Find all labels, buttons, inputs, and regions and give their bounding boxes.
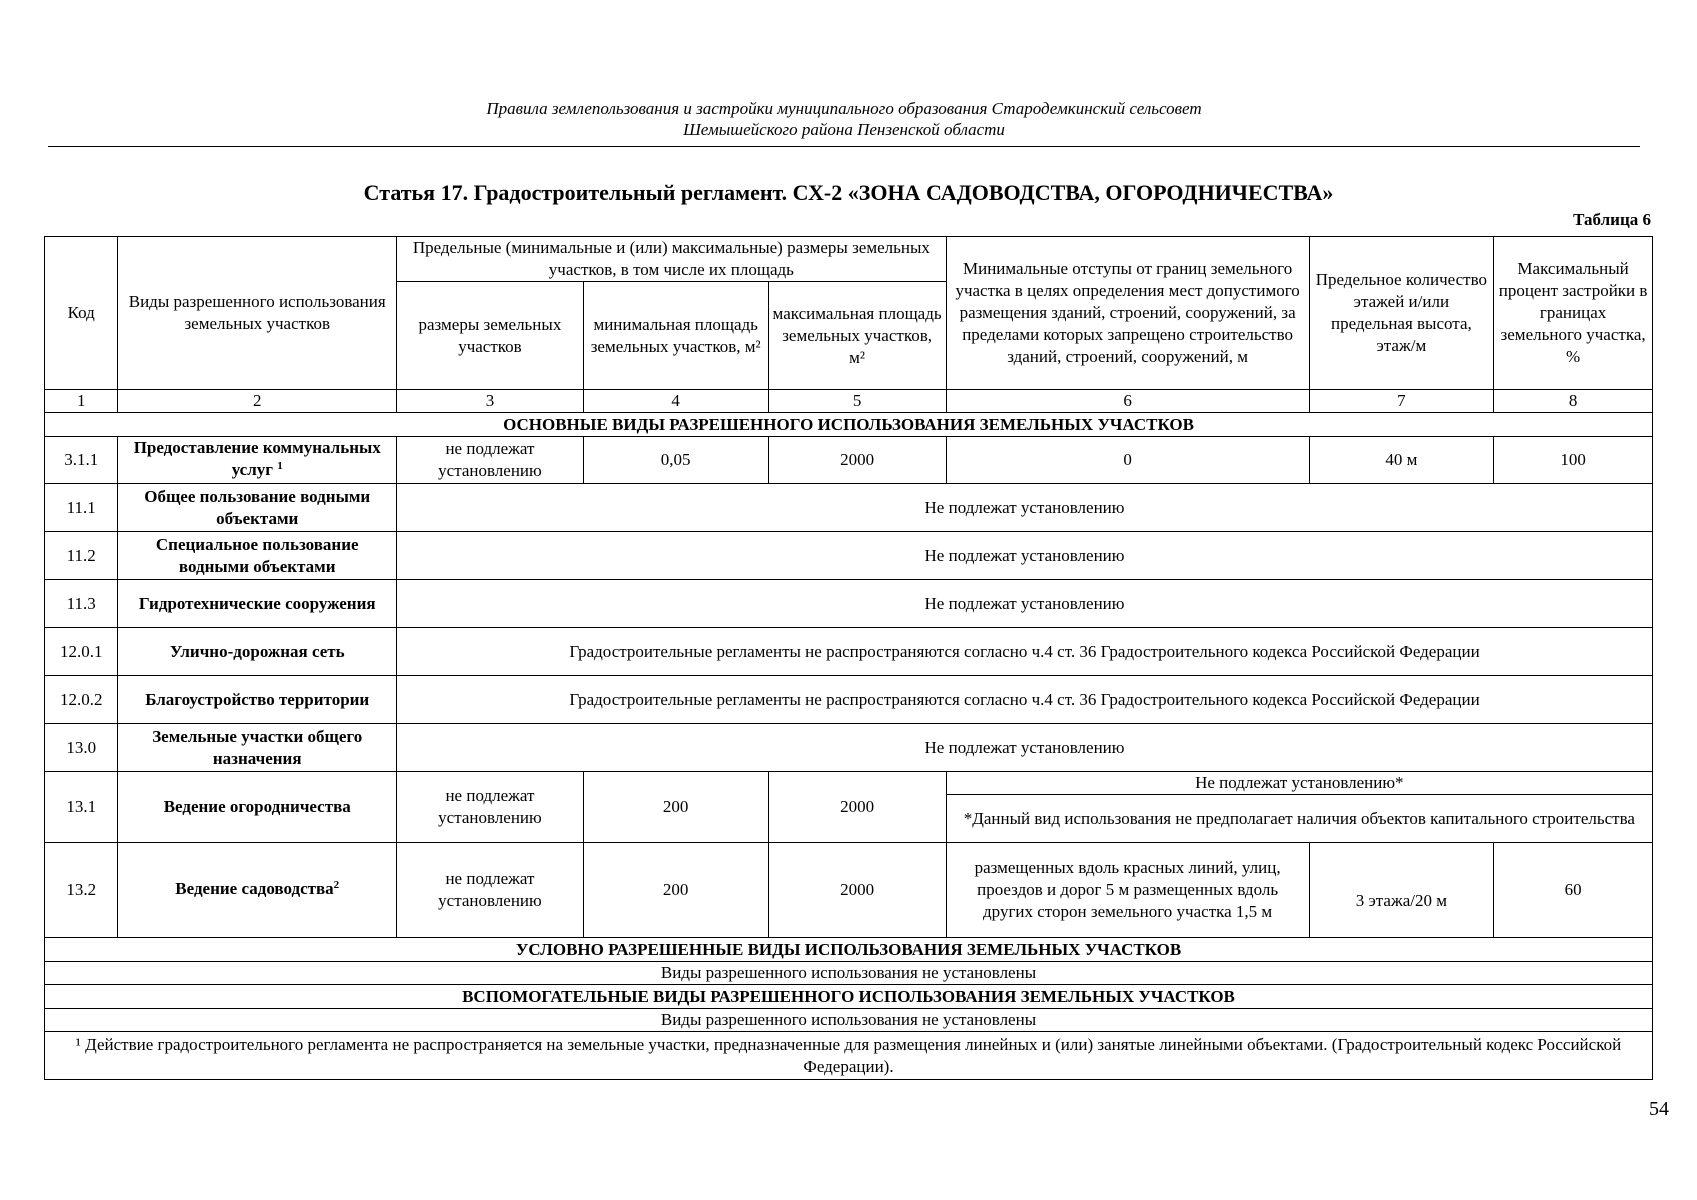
row-name: Гидротехнические сооружения xyxy=(118,580,397,628)
row-name: Ведение садоводства$^2$ xyxy=(118,843,397,938)
row-name: Предоставление коммунальных услуг $^1$ xyxy=(118,437,397,484)
col-header-setbacks: Минимальные отступы от границ земельного участка в целях определения мест допустимого размещения зданий, строений, сооружений, за пределами которых запрещено строительство зданий, строений, сооружений, м xyxy=(946,237,1309,390)
footnote-marker: 2 xyxy=(333,879,340,891)
header-divider xyxy=(48,146,1640,147)
row-max-area: 2000 xyxy=(768,843,946,938)
row-sizes: не подлежат установлению xyxy=(397,772,584,843)
section-conditional-text: Виды разрешенного использования не установлены xyxy=(45,962,1653,985)
header-line-2: Шемышейского района Пензенской области xyxy=(683,120,1005,139)
col-header-sizes-group: Предельные (минимальные и (или) максимальные) размеры земельных участков, в том числе их площадь xyxy=(397,237,947,282)
column-number-row xyxy=(45,390,1653,413)
col-header-sizes: размеры земельных участков xyxy=(397,282,584,390)
section-auxiliary-title: ВСПОМОГАТЕЛЬНЫЕ ВИДЫ РАЗРЕШЕННОГО ИСПОЛЬЗОВАНИЯ ЗЕМЕЛЬНЫХ УЧАСТКОВ xyxy=(45,985,1653,1009)
table-row xyxy=(45,437,1653,484)
row-max-area: 2000 xyxy=(768,772,946,843)
col-header-floors: Предельное количество этажей и/или предельная высота, этаж/м xyxy=(1309,237,1494,390)
col-number: 7 xyxy=(1309,390,1494,413)
row-code: 13.2 xyxy=(45,843,118,938)
table-row xyxy=(45,484,1653,532)
table-row xyxy=(45,628,1653,676)
table-row xyxy=(45,532,1653,580)
row-code: 13.0 xyxy=(45,724,118,772)
row-merged-value: Градостроительные регламенты не распространяются согласно ч.4 ст. 36 Градостроительного кодекса Российской Федерации xyxy=(397,676,1653,724)
row-min-area: 200 xyxy=(583,843,768,938)
row-setbacks: 0 xyxy=(946,437,1309,484)
table-row xyxy=(45,676,1653,724)
row-floors: 3 этажа/20 м xyxy=(1309,843,1494,938)
col-number: 2 xyxy=(118,390,397,413)
row-sizes: не подлежат установлению xyxy=(397,843,584,938)
section-auxiliary-text: Виды разрешенного использования не установлены xyxy=(45,1009,1653,1032)
col-header-code: Код xyxy=(45,237,118,390)
article-title: Статья 17. Градостроительный регламент. СХ-2 «ЗОНА САДОВОДСТВА, ОГОРОДНИЧЕСТВА» xyxy=(363,180,1334,205)
table-row xyxy=(45,772,1653,795)
section-row-main xyxy=(45,413,1653,437)
row-merged-value: Не подлежат установлению xyxy=(397,484,1653,532)
col-header-max-area: максимальная площадь земельных участков, м² xyxy=(768,282,946,390)
col-header-kinds: Виды разрешенного использования земельных участков xyxy=(118,237,397,390)
table-row xyxy=(45,724,1653,772)
row-note-bottom: *Данный вид использования не предполагает наличия объектов капитального строительства xyxy=(946,795,1652,843)
row-merged-value: Градостроительные регламенты не распространяются согласно ч.4 ст. 36 Градостроительного кодекса Российской Федерации xyxy=(397,628,1653,676)
section-conditional-title: УСЛОВНО РАЗРЕШЕННЫЕ ВИДЫ ИСПОЛЬЗОВАНИЯ ЗЕМЕЛЬНЫХ УЧАСТКОВ xyxy=(45,938,1653,962)
row-coverage: 60 xyxy=(1494,843,1653,938)
section-row-conditional xyxy=(45,938,1653,962)
row-floors: 40 м xyxy=(1309,437,1494,484)
row-code: 11.3 xyxy=(45,580,118,628)
col-header-coverage: Максимальный процент застройки в границах земельного участка, % xyxy=(1494,237,1653,390)
row-max-area: 2000 xyxy=(768,437,946,484)
header-row-1 xyxy=(45,237,1653,282)
row-min-area: 200 xyxy=(583,772,768,843)
row-min-area: 0,05 xyxy=(583,437,768,484)
row-name: Ведение огородничества xyxy=(118,772,397,843)
table-label: Таблица 6 xyxy=(1573,210,1651,229)
col-header-min-area: минимальная площадь земельных участков, м² xyxy=(583,282,768,390)
col-number: 3 xyxy=(397,390,584,413)
row-code: 11.1 xyxy=(45,484,118,532)
section-main-title: ОСНОВНЫЕ ВИДЫ РАЗРЕШЕННОГО ИСПОЛЬЗОВАНИЯ ЗЕМЕЛЬНЫХ УЧАСТКОВ xyxy=(45,413,1653,437)
row-code: 13.1 xyxy=(45,772,118,843)
header-line-1: Правила землепользования и застройки муниципального образования Стародемкинский сельсовет xyxy=(486,99,1202,118)
col-number: 6 xyxy=(946,390,1309,413)
row-code: 12.0.2 xyxy=(45,676,118,724)
row-merged-value: Не подлежат установлению xyxy=(397,580,1653,628)
row-name: Благоустройство территории xyxy=(118,676,397,724)
row-code: 3.1.1 xyxy=(45,437,118,484)
page-number: 54 xyxy=(1649,1098,1669,1120)
row-name: Земельные участки общего назначения xyxy=(118,724,397,772)
row-sizes: не подлежат установлению xyxy=(397,437,584,484)
row-note-top: Не подлежат установлению* xyxy=(946,772,1652,795)
section-row-auxiliary xyxy=(45,985,1653,1009)
row-code: 12.0.1 xyxy=(45,628,118,676)
section-row-conditional-text xyxy=(45,962,1653,985)
row-name: Специальное пользование водными объектами xyxy=(118,532,397,580)
row-coverage: 100 xyxy=(1494,437,1653,484)
regulation-table xyxy=(44,236,1653,1080)
row-merged-value: Не подлежат установлению xyxy=(397,724,1653,772)
col-number: 8 xyxy=(1494,390,1653,413)
table-row xyxy=(45,843,1653,938)
row-merged-value: Не подлежат установлению xyxy=(397,532,1653,580)
table-row xyxy=(45,580,1653,628)
col-number: 4 xyxy=(583,390,768,413)
row-name: Улично-дорожная сеть xyxy=(118,628,397,676)
col-number: 1 xyxy=(45,390,118,413)
section-row-auxiliary-text xyxy=(45,1009,1653,1032)
row-setbacks: размещенных вдоль красных линий, улиц, проездов и дорог 5 м размещенных вдоль других сторон земельного участка 1,5 м xyxy=(946,843,1309,938)
row-code: 11.2 xyxy=(45,532,118,580)
col-number: 5 xyxy=(768,390,946,413)
table-footnote: ¹ Действие градостроительного регламента не распространяется на земельные участки, предназначенные для размещения линейных и (или) занятые линейными объектами. (Градостроительный кодекс Российской Федерации). xyxy=(45,1032,1653,1080)
row-name: Общее пользование водными объектами xyxy=(118,484,397,532)
footnote-marker: 1 xyxy=(277,460,283,472)
document-header xyxy=(48,98,1640,140)
footnote-row xyxy=(45,1032,1653,1080)
